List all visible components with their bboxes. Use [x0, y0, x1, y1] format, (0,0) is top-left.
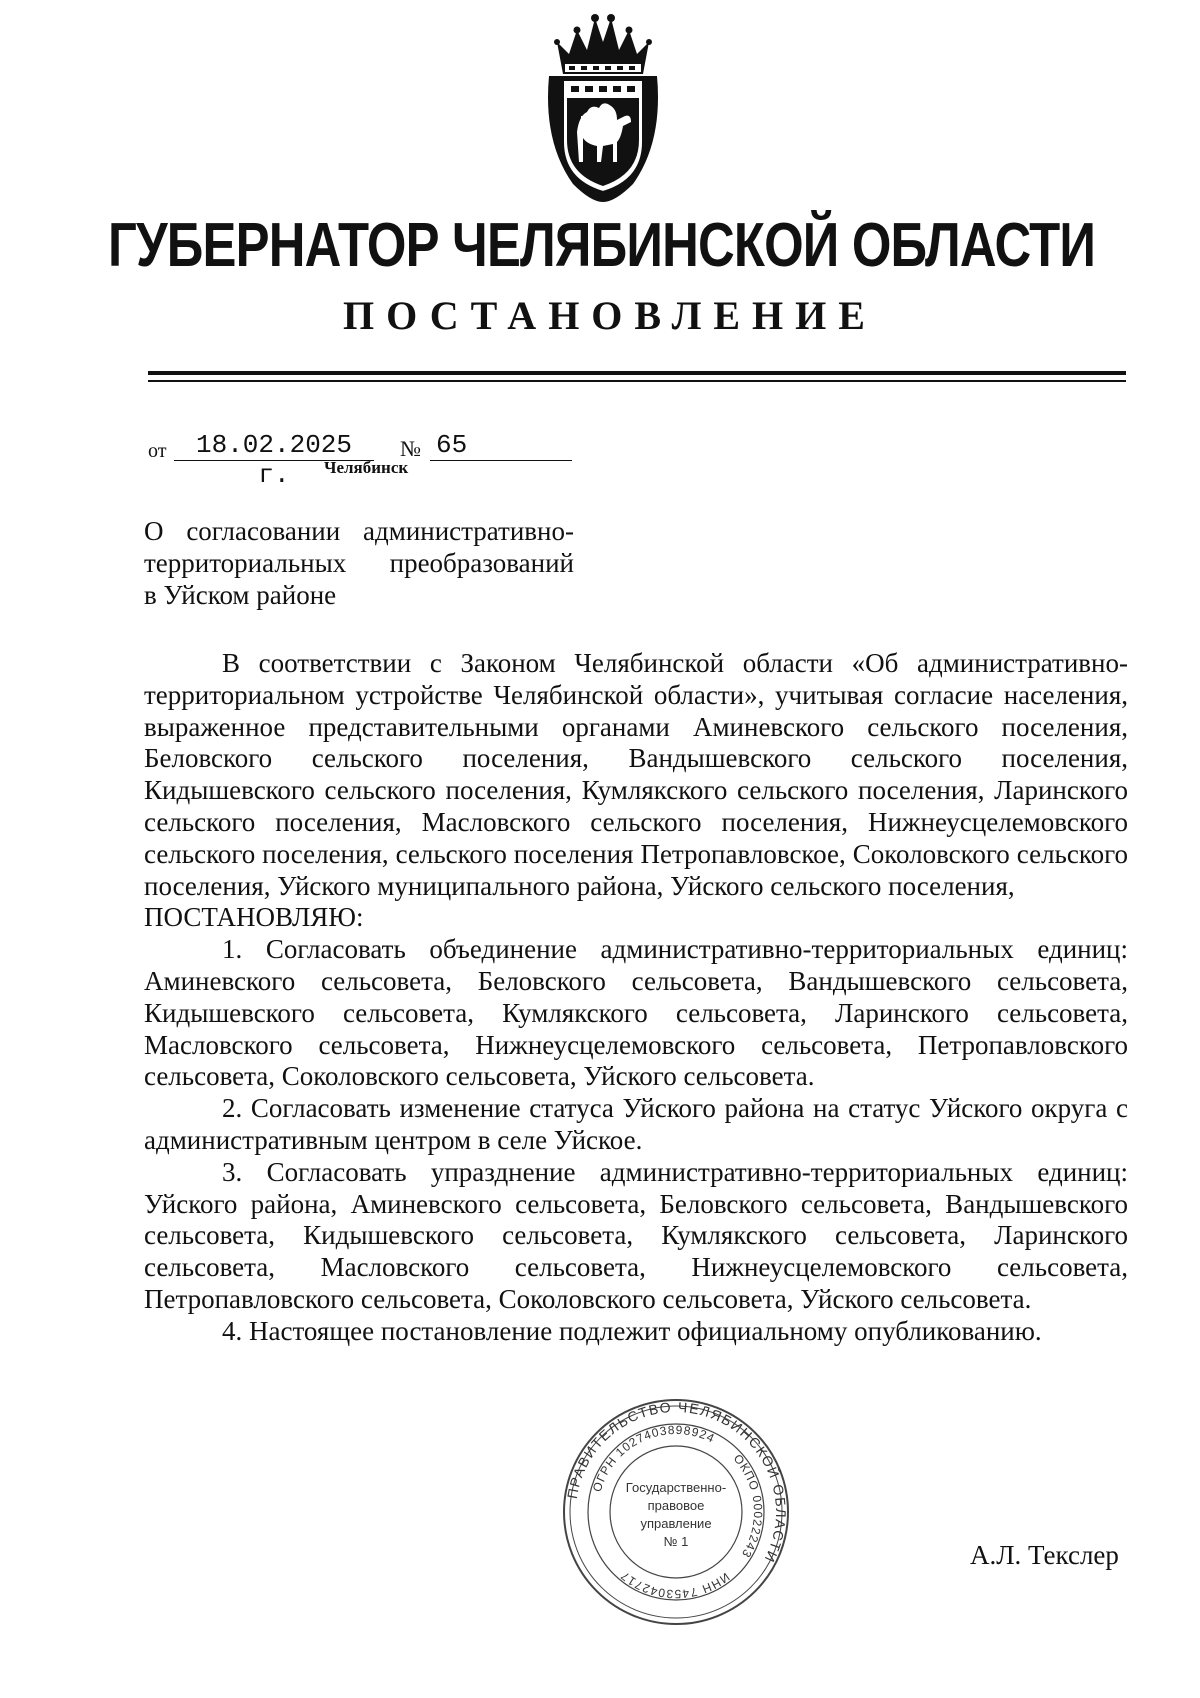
official-stamp	[562, 1398, 790, 1626]
document-date: 18.02.2025 г.	[174, 430, 374, 461]
subject-line: территориальных преобразований	[144, 548, 574, 578]
issuer-title: ГУБЕРНАТОР ЧЕЛЯБИНСКОЙ ОБЛАСТИ	[108, 211, 1096, 280]
stamp-inn: ИНН 7453042717	[617, 1568, 733, 1602]
chelyabinsk-coat-of-arms-icon	[543, 12, 663, 204]
stamp-center-line: управление	[640, 1516, 712, 1531]
date-prefix: от	[148, 440, 167, 462]
decree-item-1: 1. Согласовать объединение административно-территориальных единиц: Аминевского сельсовета, Беловского сельсовета, Вандышевского сельсовета, Кидышевского сельсовета, Кумлякского сельсовета, Ларинского сельсовета, Масловского сельсовета, Нижнеусцелемовского сельсовета, Петропавловского сельсовета, Соколовского сельсовета, Уйского сельсовета.	[144, 934, 1128, 1092]
stamp-center-line: Государственно-	[625, 1480, 727, 1495]
decree-item-4: 4. Настоящее постановление подлежит официальному опубликованию.	[222, 1315, 1042, 1346]
document-body	[144, 648, 1128, 1348]
header-divider-thick	[148, 371, 1126, 375]
document-subject	[144, 515, 574, 611]
decree-item-3: 3. Согласовать упразднение административно-территориальных единиц: Уйского района, Аминевского сельсовета, Беловского сельсовета, Вандышевского сельсовета, Кидышевского сельсовета, Кумлякского сельсовета, Ларинского сельсовета, Масловского сельсовета, Нижнеусцелемовского сельсовета, Петропавловского сельсовета, Соколовского сельсовета, Уйского сельсовета.	[144, 1156, 1128, 1314]
stamp-center-line: № 1	[663, 1534, 689, 1549]
stamp-ogrn: ОГРН 1027403898924	[589, 1422, 718, 1494]
signatory-name: А.Л. Текслер	[970, 1540, 1119, 1570]
document-city: Челябинск	[324, 458, 409, 477]
header-divider-thin	[148, 380, 1126, 382]
document-number: 65	[430, 430, 572, 461]
subject-line: в Уйском районе	[144, 580, 337, 610]
number-prefix: №	[400, 436, 421, 461]
document-type: ПОСТАНОВЛЕНИЕ	[343, 293, 877, 338]
stamp-outer-text: ПРАВИТЕЛЬСТВО ЧЕЛЯБИНСКОЙ ОБЛАСТИ	[563, 1398, 790, 1566]
decree-word: ПОСТАНОВЛЯЮ:	[144, 902, 364, 933]
stamp-center-line: правовое	[647, 1498, 705, 1513]
stamp-okpo: ОКПО 00022243	[730, 1451, 766, 1561]
preamble-paragraph: В соответствии с Законом Челябинской области «Об административно-территориальном устройстве Челябинской области», учитывая согласие населения, выраженное представительными органами Аминевского сельского поселения, Беловского сельского поселения, Вандышевского сельского поселения, Кидышевского сельского поселения, Кумлякского сельского поселения, Ларинского сельского поселения, Масловского сельского поселения, Нижнеусцелемовского сельского поселения, сельского поселения Петропавловское, Соколовского сельского поселения, Уйского муниципального района, Уйского сельского поселения,	[144, 648, 1128, 901]
decree-item-2: 2. Согласовать изменение статуса Уйского района на статус Уйского округа с административным центром в селе Уйское.	[144, 1093, 1128, 1155]
subject-line: О согласовании административно-	[144, 516, 574, 546]
